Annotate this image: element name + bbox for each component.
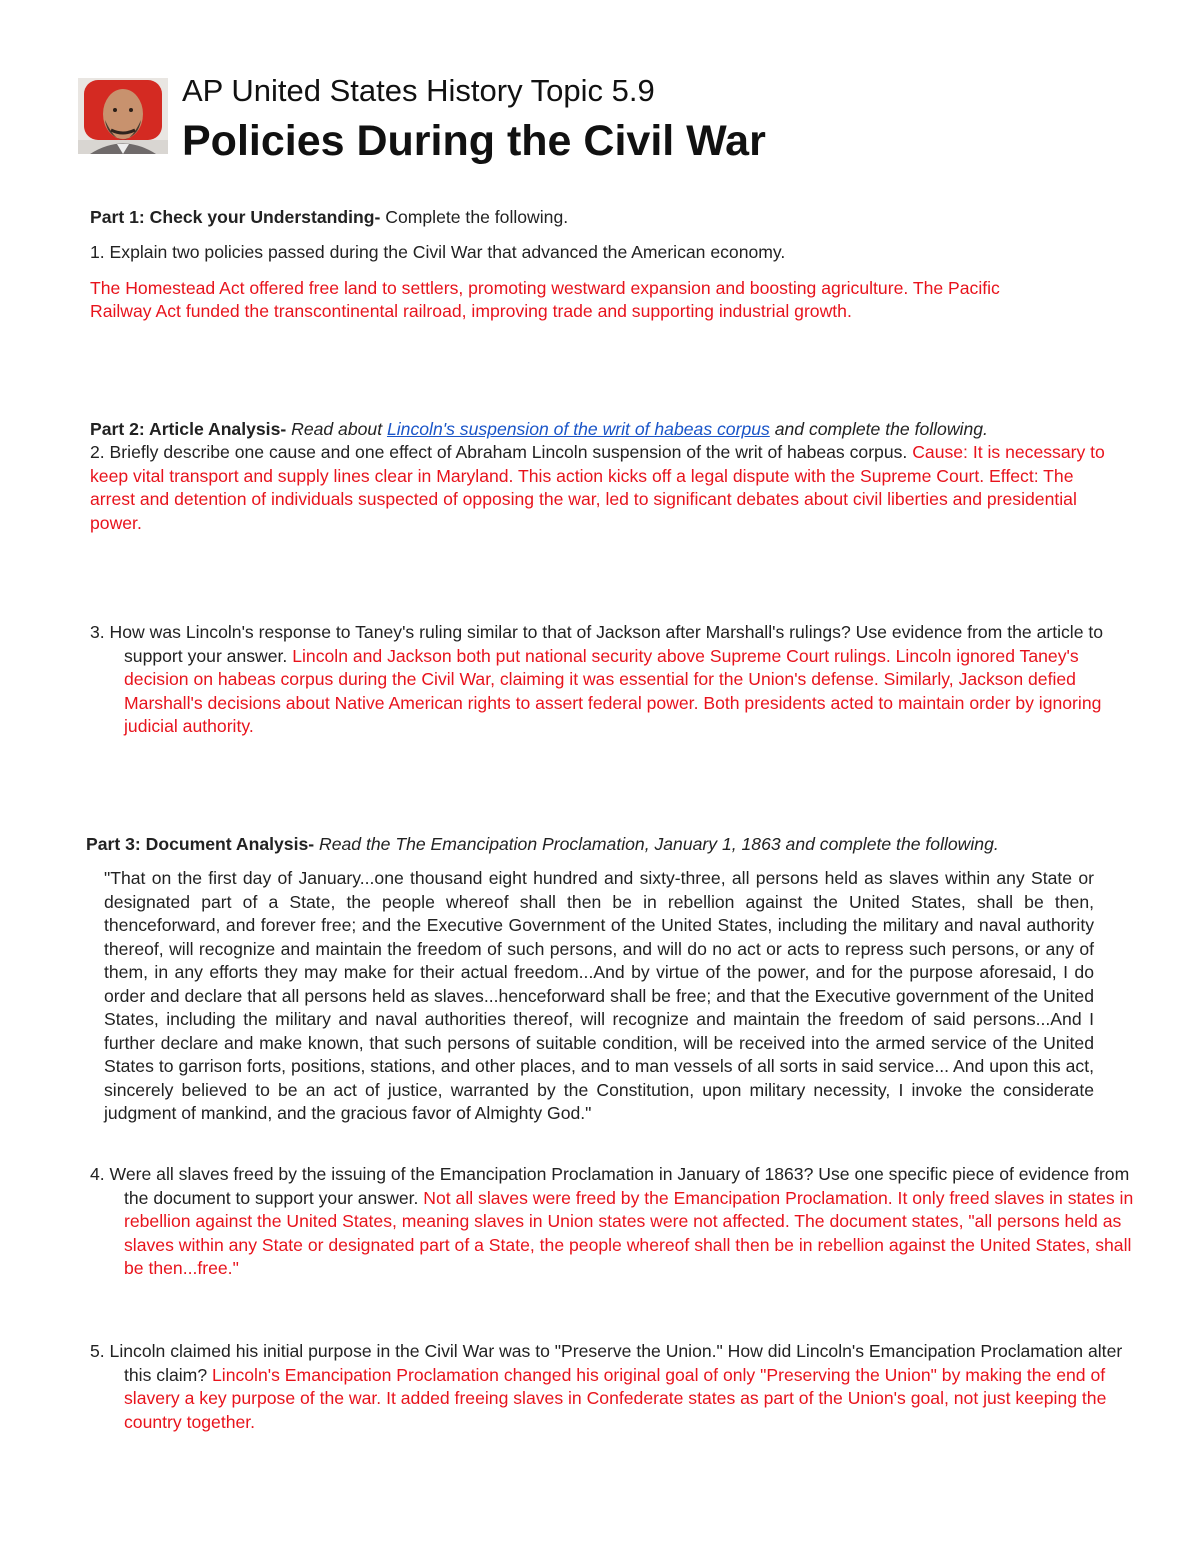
part2-heading: Part 2: Article Analysis- — [90, 419, 287, 439]
answer-1-line1: The Homestead Act offered free land to settlers, promoting westward expansion and boosting agriculture. The Pacific — [90, 278, 1000, 298]
part1-instruction: Complete the following. — [380, 207, 569, 227]
habeas-corpus-article-link[interactable]: Lincoln's suspension of the writ of habeas corpus — [386, 419, 770, 439]
question-5: 5. Lincoln claimed his initial purpose in the Civil War was to "Preserve the Union." How did Lincoln's Emancipation Proclamation alter this claim? — [90, 1341, 1123, 1385]
question-2: 2. Briefly describe one cause and one effect of Abraham Lincoln suspension of the writ of habeas corpus. — [90, 442, 913, 462]
part3-heading: Part 3: Document Analysis- — [86, 834, 315, 854]
part1-heading: Part 1: Check your Understanding- — [90, 207, 381, 227]
question-2-block — [90, 441, 1112, 535]
part2-instruction-post: and complete the following. — [769, 419, 988, 439]
question-1: 1. Explain two policies passed during the Civil War that advanced the American economy. — [90, 242, 786, 262]
question-4: 4. Were all slaves freed by the issuing of the Emancipation Proclamation in January of 1863? Use one specific piece of evidence from the document to support your answer. — [90, 1164, 1130, 1208]
answer-5: Lincoln's Emancipation Proclamation changed his original goal of only "Preserving the Union" by making the end of slavery a key purpose of the war. It added freeing slaves in Confederate states as part of the Union's goal, not just keeping the country together. — [124, 1364, 1107, 1432]
part3-heading-line — [86, 833, 999, 857]
avatar — [78, 78, 168, 154]
course-topic: AP United States History Topic 5.9 — [182, 73, 655, 108]
answer-1-line2: Railway Act funded the transcontinental railroad, improving trade and supporting industrial growth. — [90, 301, 852, 321]
answer-4: Not all slaves were freed by the Emancipation Proclamation. It only freed slaves in states in rebellion against the United States, meaning slaves in Union states were not affected. The document states, "all persons held as slaves within any State or designated part of a State, the people whereof shall then be in rebellion against the United States, shall be then...free." — [124, 1187, 1134, 1278]
part3-instruction: Read the The Emancipation Proclamation, January 1, 1863 and complete the following. — [314, 834, 999, 854]
page-title: Policies During the Civil War — [182, 117, 766, 165]
question-3-block — [90, 621, 1124, 739]
question-3: 3. How was Lincoln's response to Taney's ruling similar to that of Jackson after Marshall's rulings? Use evidence from the article to support your answer. — [90, 622, 1104, 666]
person-portrait-icon — [78, 78, 168, 154]
part2-heading-line — [90, 418, 988, 442]
question-4-block — [90, 1163, 1138, 1281]
part2-instruction-pre: Read about — [286, 419, 387, 439]
part1-heading-line — [90, 206, 568, 230]
answer-3: Lincoln and Jackson both put national security above Supreme Court rulings. Lincoln ignored Taney's decision on habeas corpus during the Civil War, claiming it was essential for the Union's defense. Similarly, Jackson defied Marshall's decisions about Native American rights to assert federal power. Both presidents acted to maintain order by ignoring judicial authority. — [124, 645, 1102, 736]
proclamation-quote: "That on the first day of January...one thousand eight hundred and sixty-three, all persons held as slaves within any State or designated part of a State, the people whereof shall then be in rebellion against the United States, shall be then, thenceforward, and forever free; and the Executive Government of the United States, including the military and naval authority thereof, will recognize and maintain the freedom of such persons, and will do no act or acts to repress such persons, or any of them, in any efforts they may make for their actual freedom...And by virtue of the power, and for the purpose aforesaid, I do order and declare that all persons held as slaves...henceforward shall be free; and that the Executive government of the United States, including the military and naval authorities thereof, will recognize and maintain the freedom of said persons...And I further declare and make known, that such persons of suitable condition, will be received into the armed service of the United States to garrison forts, positions, stations, and other places, and to man vessels of all sorts in said service... And upon this act, sincerely believed to be an act of justice, warranted by the Constitution, upon military necessity, I invoke the considerate judgment of mankind, and the gracious favor of Almighty God." — [104, 868, 1094, 1123]
answer-2: Cause: It is necessary to keep vital transport and supply lines clear in Maryland. This action kicks off a legal dispute with the Supreme Court. Effect: The arrest and detention of individuals suspected of opposing the war, led to significant debates about civil liberties and presidential power. — [90, 442, 1105, 533]
question-5-block — [90, 1340, 1124, 1434]
